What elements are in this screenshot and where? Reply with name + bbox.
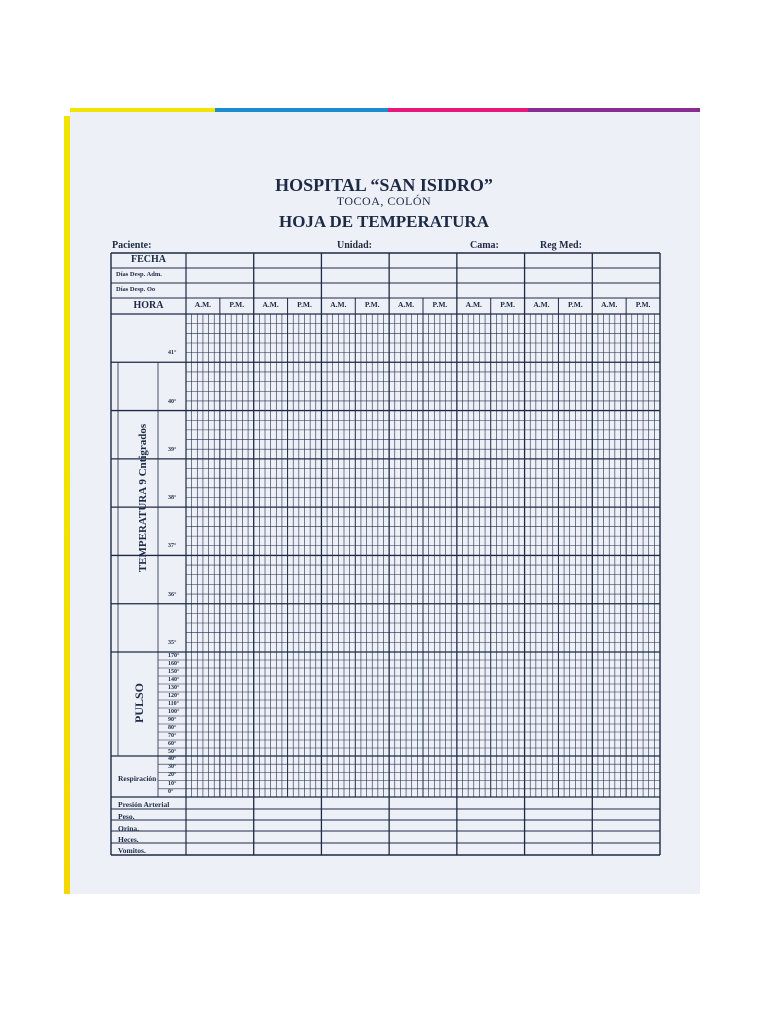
hora-pm-label: P.M. xyxy=(500,300,515,309)
pulse-tick-label: 70° xyxy=(168,733,177,739)
resp-tick-label: 10° xyxy=(168,780,177,787)
temperature-tick-label: 40° xyxy=(168,398,177,405)
row-hora: HORA xyxy=(133,300,164,311)
section-temperatura: TEMPERATURA 9 Cntigrados xyxy=(137,423,149,573)
pulse-tick-label: 110° xyxy=(168,701,180,707)
hora-pm-label: P.M. xyxy=(229,300,245,309)
hospital-name: HOSPITAL “SAN ISIDRO” xyxy=(275,175,493,195)
hora-pm-label: P.M. xyxy=(364,300,380,309)
pulse-tick-label: 100° xyxy=(168,709,180,715)
hora-am-label: A.M. xyxy=(194,300,212,309)
hora-am-label: A.M. xyxy=(465,300,482,309)
pulse-tick-label: 90° xyxy=(168,717,177,723)
hora-am-label: A.M. xyxy=(397,300,415,309)
temperature-tick-label: 37° xyxy=(168,543,177,550)
row-dias-desp-adm: Días Desp. Adm. xyxy=(116,271,162,278)
hora-am-label: A.M. xyxy=(601,300,618,309)
pulse-tick-label: 160° xyxy=(168,661,180,667)
field-reg-med: Reg Med: xyxy=(540,240,582,251)
hora-pm-label: P.M. xyxy=(635,300,651,309)
hora-pm-label: P.M. xyxy=(432,300,448,309)
field-unidad: Unidad: xyxy=(337,240,373,251)
temperature-tick-label: 41° xyxy=(168,350,177,357)
form-title: HOJA DE TEMPERATURA xyxy=(278,212,489,231)
row-peso: Peso. xyxy=(118,812,135,821)
hora-pm-label: P.M. xyxy=(297,300,312,309)
pulse-tick-label: 50° xyxy=(168,749,177,755)
temperature-tick-label: 35° xyxy=(168,640,177,646)
pulse-tick-label: 150° xyxy=(168,669,180,675)
resp-tick-label: 40° xyxy=(168,756,177,762)
resp-tick-label: 30° xyxy=(168,764,177,771)
row-presion-arterial: Presión Arterial xyxy=(118,800,170,809)
temperature-tick-label: 38° xyxy=(168,495,177,502)
hora-am-label: A.M. xyxy=(262,300,279,309)
row-orina: Orina. xyxy=(118,824,140,833)
row-fecha: FECHA xyxy=(131,254,166,265)
pulse-tick-label: 130° xyxy=(168,685,180,691)
section-respiracion: Respiración xyxy=(118,774,157,783)
temperature-tick-label: 39° xyxy=(168,446,177,453)
pulse-tick-label: 80° xyxy=(168,725,177,731)
pulse-tick-label: 120° xyxy=(168,693,180,699)
temperature-tick-label: 36° xyxy=(168,591,177,598)
hora-pm-label: P.M. xyxy=(567,300,583,309)
pulse-tick-label: 60° xyxy=(168,741,177,747)
row-dias-desp-op: Días Desp. Oo xyxy=(116,286,156,293)
hora-am-label: A.M. xyxy=(533,300,550,309)
hora-am-label: A.M. xyxy=(330,300,347,309)
row-vomitos: Vomitos. xyxy=(118,846,146,855)
field-cama: Cama: xyxy=(470,240,499,251)
hospital-location: TOCOA, COLÓN xyxy=(336,194,432,208)
field-paciente: Paciente: xyxy=(112,240,152,251)
pulse-tick-label: 140° xyxy=(168,677,180,683)
resp-tick-label: 0° xyxy=(168,788,174,795)
row-heces: Heces. xyxy=(118,835,139,844)
section-pulso: PULSO xyxy=(132,683,146,724)
pulse-tick-label: 170° xyxy=(168,653,180,659)
resp-tick-label: 20° xyxy=(168,772,177,779)
